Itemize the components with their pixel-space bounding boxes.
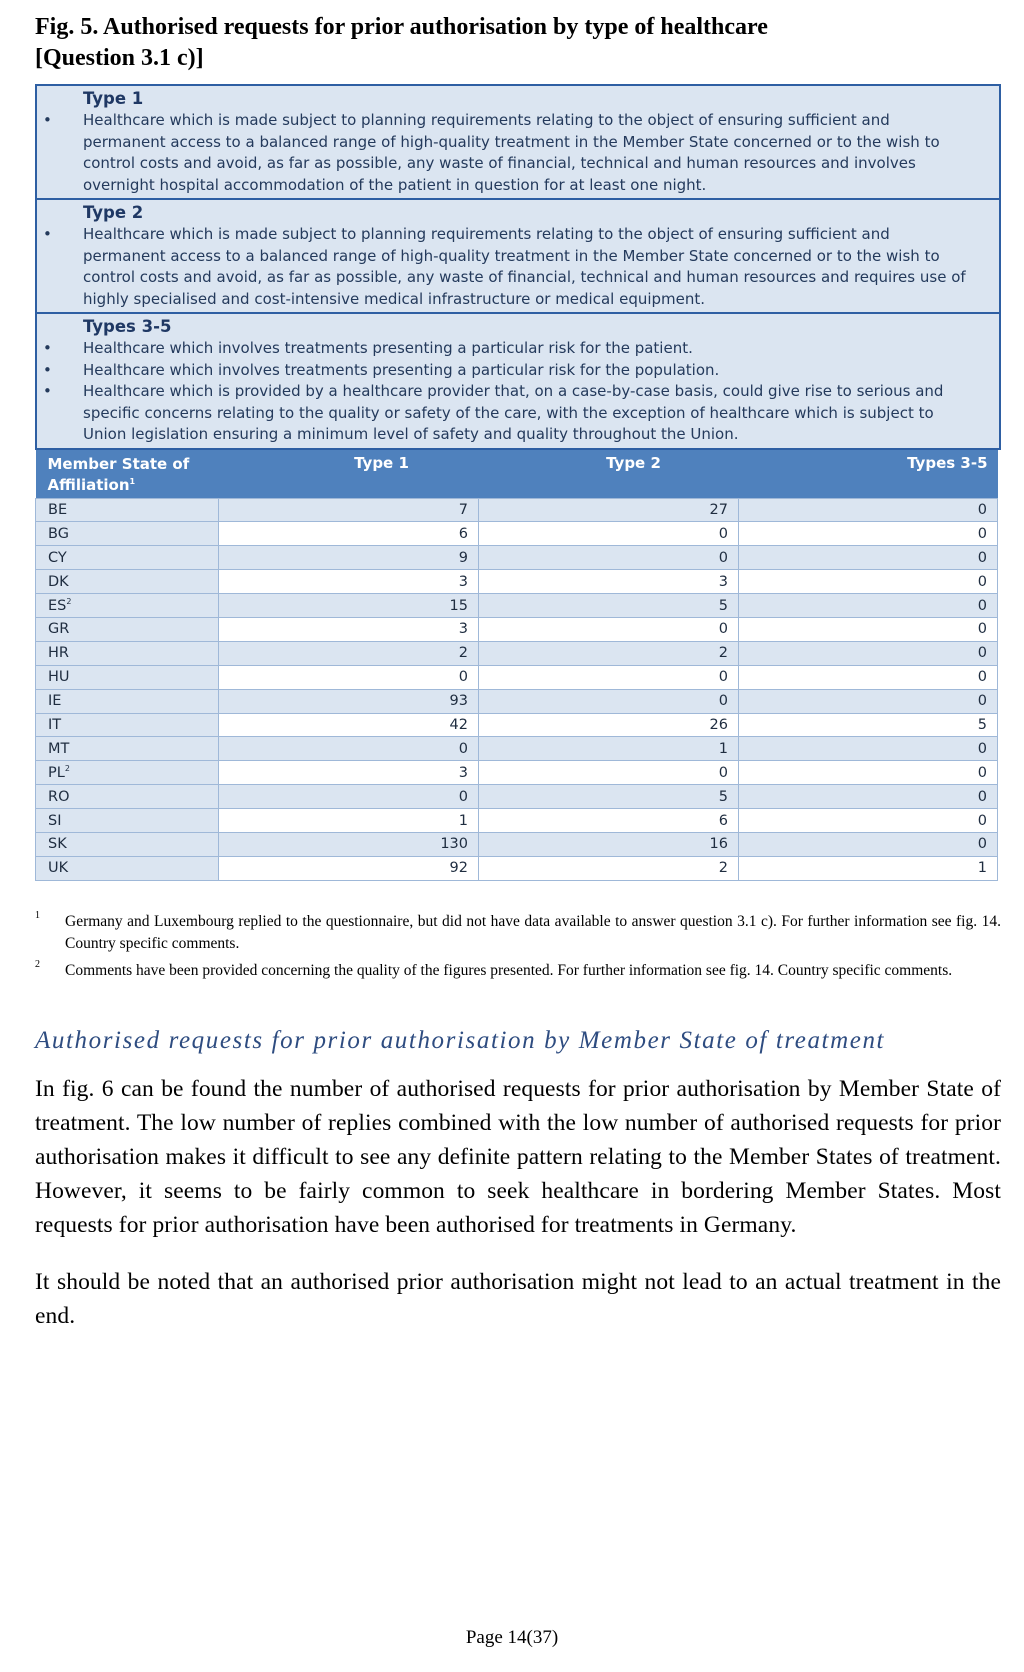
cell-member-state [36,594,219,618]
cell-types-3-5 [739,713,998,737]
cell-type-1 [219,761,479,785]
table-row [36,737,998,761]
cell-types-3-5-text: 0 [977,621,987,638]
header-member-state-line2: Affiliation [47,475,130,494]
cell-type-2-text: 0 [718,525,728,542]
cell-type-2-text: 0 [718,549,728,566]
type-1-item [37,110,999,196]
cell-member-state-text: CY [48,549,67,566]
cell-member-state-text: IT [48,716,62,733]
table-body [36,498,998,880]
cell-member-state [36,761,219,785]
cell-type-2 [479,665,739,689]
healthcare-types-box [35,84,1001,450]
cell-types-3-5 [739,665,998,689]
cell-type-1-text: 3 [458,621,468,638]
cell-type-1-text: 93 [449,693,468,710]
cell-types-3-5 [739,761,998,785]
cell-member-state [36,689,219,713]
cell-type-1-text: 0 [458,788,468,805]
cell-types-3-5-text: 1 [977,860,987,877]
cell-type-2 [479,832,739,856]
cell-member-state [36,498,219,522]
cell-member-state-text: GR [48,621,70,638]
cell-type-2 [479,641,739,665]
cell-types-3-5-text: 0 [977,645,987,662]
cell-type-2-text: 26 [709,716,728,733]
cell-member-state [36,617,219,641]
bullet-icon: • [43,339,52,357]
cell-member-state-text: UK [48,860,69,877]
type-2-item-text: Healthcare which is made subject to planning requirements relating to the object of ensuring sufficient and permanent access to a balanced range of high-quality treatment in the Member State concerned or to the wish to control costs and avoid, as far as possible, any waste of financial, technical and human resources and requires use of highly specialised and cost-intensive medical infrastructure or medical equipment. [83,225,966,308]
cell-type-1 [219,522,479,546]
cell-type-1 [219,641,479,665]
types-3-5-item [37,360,999,382]
cell-type-1 [219,713,479,737]
cell-type-2-text: 0 [718,621,728,638]
cell-member-state-text: HU [48,669,70,686]
cell-type-1 [219,665,479,689]
types-3-5-heading: Types 3-5 [83,317,172,336]
cell-type-1 [219,809,479,833]
type-2-item [37,224,999,310]
cell-member-state-text: ES [48,597,67,614]
cell-type-1-text: 1 [458,812,468,829]
cell-member-state [36,785,219,809]
cell-types-3-5 [739,522,998,546]
cell-member-state-text: SK [48,836,67,853]
cell-member-state [36,641,219,665]
footnote-1-number: 1 [35,909,40,921]
types-3-5-item [37,338,999,360]
table-row [36,832,998,856]
cell-types-3-5 [739,856,998,880]
cell-types-3-5-text: 0 [977,549,987,566]
types-3-5-section [37,314,999,448]
cell-member-state [36,570,219,594]
bullet-icon: • [43,382,52,400]
types-3-5-item-text: Healthcare which is provided by a healthcare provider that, on a case-by-case basis, could give rise to serious and specific concerns relating to the quality or safety of the care, with the exception of healthcare which is subject to Union legislation ensuring a minimum level of safety and quality throughout the Union. [83,382,944,443]
cell-type-2-text: 5 [718,788,728,805]
cell-types-3-5-text: 0 [977,669,987,686]
table-row [36,522,998,546]
cell-type-1 [219,689,479,713]
footnote-2 [35,960,1001,982]
cell-type-1-text: 6 [458,525,468,542]
cell-type-1 [219,594,479,618]
table-row [36,689,998,713]
cell-type-2-text: 0 [718,764,728,781]
cell-type-2-text: 0 [718,693,728,710]
header-member-state-line1: Member State of [47,454,190,473]
cell-types-3-5 [739,594,998,618]
cell-member-state-text: HR [48,645,69,662]
cell-type-1 [219,737,479,761]
header-member-state [36,450,219,499]
cell-member-state [36,665,219,689]
cell-type-1 [219,856,479,880]
page-number: Page 14(37) [465,1627,559,1648]
cell-type-2 [479,522,739,546]
cell-types-3-5-text: 0 [977,836,987,853]
type-1-section [37,86,999,200]
cell-types-3-5-text: 5 [977,716,987,733]
cell-types-3-5 [739,737,998,761]
table-row [36,641,998,665]
cell-types-3-5-text: 0 [977,573,987,590]
cell-member-state [36,737,219,761]
cell-type-1 [219,498,479,522]
header-type-2: Type 2 [479,450,739,499]
body-paragraph-1: In fig. 6 can be found the number of authorised requests for prior authorisation by Member State of treatment. The low number of replies combined with the low number of authorised requests for prior authorisation makes it difficult to see any definite pattern relating to the Member States of treatment. However, it seems to be fairly common to seek healthcare in bordering Member States. Most requests for prior authorisation have been authorised for treatments in Germany. [35,1075,1001,1238]
footnote-ref: 2 [66,596,72,606]
table-row [36,785,998,809]
table-row [36,594,998,618]
cell-type-1-text: 15 [449,597,468,614]
cell-type-2-text: 2 [718,645,728,662]
cell-types-3-5 [739,785,998,809]
cell-member-state [36,713,219,737]
cell-types-3-5 [739,570,998,594]
cell-type-2-text: 2 [718,860,728,877]
cell-type-2-text: 27 [709,501,728,518]
cell-type-2 [479,713,739,737]
cell-member-state [36,832,219,856]
table-row [36,546,998,570]
header-footnote-ref: 1 [129,476,136,486]
cell-types-3-5-text: 0 [977,501,987,518]
figure-title [35,12,1001,74]
footnote-2-number: 2 [35,958,40,970]
cell-type-2 [479,617,739,641]
footnote-ref: 2 [64,763,70,773]
footnote-1-text: Germany and Luxembourg replied to the questionnaire, but did not have data available to answer question 3.1 c). For further information see fig. 14. Country specific comments. [65,912,1001,952]
cell-member-state-text: IE [48,693,62,710]
cell-type-2 [479,570,739,594]
cell-member-state-text: BG [48,525,69,542]
cell-type-2 [479,498,739,522]
cell-type-1 [219,617,479,641]
figure-title-line1: Fig. 5. Authorised requests for prior authorisation by type of healthcare [35,14,768,40]
cell-types-3-5-text: 0 [977,764,987,781]
cell-type-1-text: 0 [458,740,468,757]
cell-member-state [36,522,219,546]
cell-types-3-5-text: 0 [977,525,987,542]
cell-type-1-text: 0 [458,669,468,686]
cell-member-state-text: SI [48,812,62,829]
cell-types-3-5 [739,546,998,570]
cell-types-3-5 [739,832,998,856]
cell-type-1-text: 130 [440,836,468,853]
cell-type-1-text: 3 [458,764,468,781]
cell-types-3-5-text: 0 [977,812,987,829]
cell-type-2 [479,761,739,785]
cell-type-1 [219,546,479,570]
table-row [36,570,998,594]
cell-types-3-5 [739,689,998,713]
cell-types-3-5 [739,809,998,833]
cell-type-1-text: 3 [458,573,468,590]
body-paragraph-2: It should be noted that an authorised prior authorisation might not lead to an actual treatment in the end. [35,1269,1001,1330]
table-row [36,713,998,737]
cell-type-1 [219,785,479,809]
table-row [36,498,998,522]
document-page [35,12,1001,1357]
cell-type-2 [479,856,739,880]
cell-member-state-text: RO [48,788,70,805]
cell-type-1 [219,832,479,856]
figure-title-line2: [Question 3.1 c)] [35,45,204,71]
cell-types-3-5-text: 0 [977,740,987,757]
table-row [36,809,998,833]
cell-type-2-text: 5 [718,597,728,614]
cell-member-state-text: DK [48,573,69,590]
table-row [36,617,998,641]
cell-type-1-text: 7 [458,501,468,518]
authorised-requests-table [35,450,998,881]
table-row [36,665,998,689]
type-2-heading: Type 2 [83,203,144,222]
cell-types-3-5 [739,641,998,665]
types-3-5-item-text: Healthcare which involves treatments presenting a particular risk for the population. [83,360,720,379]
footnote-1 [35,911,1001,955]
cell-type-1-text: 9 [458,549,468,566]
cell-types-3-5-text: 0 [977,597,987,614]
cell-type-2-text: 3 [718,573,728,590]
types-3-5-item [37,381,999,446]
section-heading: Authorised requests for prior authorisation by Member State of treatment [35,1026,886,1054]
cell-type-2 [479,689,739,713]
header-types-3-5: Types 3-5 [739,450,998,499]
cell-types-3-5 [739,498,998,522]
cell-type-2-text: 1 [718,740,728,757]
footnotes [35,911,1001,982]
cell-type-1-text: 42 [449,716,468,733]
cell-type-2 [479,737,739,761]
cell-member-state [36,546,219,570]
cell-types-3-5-text: 0 [977,693,987,710]
cell-types-3-5-text: 0 [977,788,987,805]
cell-type-2 [479,809,739,833]
cell-member-state-text: BE [48,501,68,518]
cell-type-2 [479,594,739,618]
header-type-1: Type 1 [219,450,479,499]
table-header-row [36,450,998,499]
footnote-2-text: Comments have been provided concerning the quality of the figures presented. For further information see fig. 14. Country specific comments. [65,961,953,979]
table-row [36,761,998,785]
bullet-icon: • [43,111,52,129]
cell-type-2 [479,785,739,809]
cell-type-1-text: 2 [458,645,468,662]
cell-type-2-text: 16 [709,836,728,853]
cell-type-1-text: 92 [449,860,468,877]
type-1-item-text: Healthcare which is made subject to planning requirements relating to the object of ensuring sufficient and permanent access to a balanced range of high-quality treatment in the Member State concerned or to the wish to control costs and avoid, as far as possible, any waste of financial, technical and human resources and involves overnight hospital accommodation of the patient in question for at least one night. [83,111,940,194]
bullet-icon: • [43,360,52,379]
type-2-section [37,200,999,314]
cell-member-state-text: MT [48,740,70,757]
table-row [36,856,998,880]
cell-member-state [36,856,219,880]
cell-member-state [36,809,219,833]
type-1-heading: Type 1 [83,89,144,108]
cell-type-1 [219,570,479,594]
cell-type-2 [479,546,739,570]
cell-type-2-text: 0 [718,669,728,686]
cell-types-3-5 [739,617,998,641]
bullet-icon: • [43,225,52,243]
types-3-5-item-text: Healthcare which involves treatments presenting a particular risk for the patient. [83,339,693,357]
cell-type-2-text: 6 [718,812,728,829]
cell-member-state-text: PL [48,764,65,781]
